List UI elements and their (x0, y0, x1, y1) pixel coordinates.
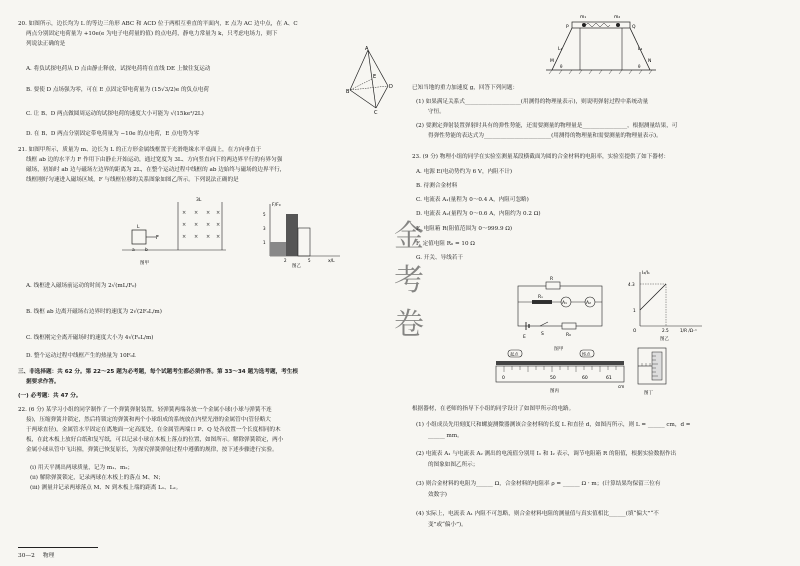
q23-equipment: A. 电源 E(电动势约为 6 V，内阻不计) (416, 169, 513, 175)
svg-text:×: × (182, 222, 187, 228)
force-bar (270, 242, 286, 256)
q22-cont-line: 得弹性势能的表达式为________________________(用测得的物理量和需要测量的物理量表示)。 (428, 133, 662, 139)
mass-label: m₁ (580, 15, 587, 20)
landing-point: N (648, 59, 652, 64)
circuit-diagram (510, 272, 614, 342)
y-axis-label: F/F₀ (272, 203, 281, 208)
svg-text:×: × (206, 234, 211, 240)
micrometer-figure (634, 344, 670, 400)
q22-line: 金属小球从管中飞出撞，弹簧已恢复原长，为探究弹簧弹射过程中遵循的规律，按下述步骤进行实验。 (26, 447, 278, 453)
magnetic-field-figure (118, 194, 228, 266)
stamp-char: 考 (394, 263, 424, 298)
ruler-tick: 61 (606, 376, 612, 381)
component-label: A₂ (586, 301, 591, 306)
port-label: P (566, 25, 569, 30)
tick-label: 2 (284, 258, 287, 263)
frame-vertex-label: b (145, 248, 148, 253)
vertex-label: D (389, 84, 393, 90)
resistor-box (546, 282, 560, 289)
vertex-label: B (346, 89, 350, 95)
tick-label: 5 (308, 258, 311, 263)
q21-line: 线框刚好匀速进入磁场区域，F 与线框位移的关系图象如图乙所示。下列说法正确的是 (26, 177, 239, 183)
q22-cont-line: (1) 如果满足关系式____________________(用测得的物理量表示)，则说明弹射过程中系统动量 (416, 99, 649, 105)
q23-cont-line: 的图象如图乙所示； (428, 462, 479, 468)
q22-step: (ii) 解除弹簧锁定，记录两球在木板上的落点 M、N； (30, 475, 164, 481)
q23-equipment: D. 电流表 A₂(量程为 0～0.6 A，内阻约为 0.2 Ω) (416, 211, 541, 217)
svg-text:×: × (182, 210, 187, 216)
q21-line: 21. 如图甲所示，质量为 m、边长为 L 的正方形金属线框置于光滑绝缘水平桌面上，在方向垂直于 (18, 147, 262, 153)
spring-tube-figure (546, 4, 656, 80)
tick-label: 1 (633, 308, 636, 313)
component-label: A₁ (562, 301, 567, 306)
svg-text:×: × (216, 222, 221, 228)
page-number: 30—2 (18, 553, 35, 559)
q22-cont-line: 已知当地的重力加速度 g，回答下列问题： (412, 85, 519, 91)
landing-point: M (550, 59, 554, 64)
figure-caption: 图丁 (644, 391, 653, 396)
required-heading: (一) 必考题：共 47 分。 (18, 393, 82, 399)
q23-cont-line: ______ mm。 (428, 433, 463, 439)
frame-vertex-label: a (132, 248, 135, 253)
q20-line: 列说法正确的是 (26, 41, 66, 47)
component-label: E (523, 335, 526, 340)
vertex-label: E (373, 74, 377, 80)
svg-text:×: × (206, 210, 211, 216)
page-footer (18, 550, 54, 559)
footer-rule (18, 547, 98, 548)
figure-caption: 图乙 (660, 337, 669, 342)
force-label: F (156, 235, 159, 241)
x-axis-label: 1/R /Ω⁻¹ (680, 328, 697, 333)
vertex-label: A (365, 46, 369, 52)
svg-text:×: × (194, 210, 199, 216)
tick-label: 5 (263, 212, 266, 217)
section-heading: 据要求作答。 (26, 379, 60, 385)
q22-line: 板，在此木板上放好白纸和复写纸，可以记录小球在木板上落点的位置，如图所示。解除弹簧锁定，两小 (26, 437, 284, 443)
force-bar (286, 214, 298, 256)
component-label: S (541, 332, 544, 337)
q23-equipment: B. 待测合金材料 (416, 183, 458, 189)
q20-option-a: A. 将负试探电荷从 D 点由静止释放，试探电荷将在直线 DE 上做往复运动 (26, 66, 211, 72)
figure-caption: 图甲 (554, 347, 564, 352)
q23-cont-line: 根据器材，在老师的指导下小组的同学设计了如图甲所示的电路。 (412, 406, 575, 412)
metal-tube (572, 22, 630, 28)
q23-equipment: G. 开关、导线若干 (416, 255, 463, 261)
tick-label: O (633, 328, 637, 333)
q23-equipment: F. 定值电阻 R₀ = 10 Ω (416, 241, 475, 247)
left-column (18, 0, 396, 566)
q20-option-b: B. 要使 D 点场强为零，可在 E 点固定带电荷量为 (15√3/2)e 的负点电荷 (26, 87, 209, 93)
tick-label: 1 (263, 240, 266, 245)
figure-caption: 图甲 (140, 261, 149, 266)
figure-caption: 图乙 (292, 264, 301, 268)
tick-label: 2.5 (662, 328, 669, 333)
angle-label: θ (560, 64, 563, 69)
q23-cont-line: (1) 小组成员先用刻度尺和螺旋测微器测该合金材料的长度 L 和直径 d，如图丙所示，则 L = ______ cm，d = (416, 422, 691, 428)
stamp-char: 卷 (394, 307, 424, 342)
section-heading: 三、非选择题：共 62 分。第 22～25 题为必考题，每个试题考生都必须作答。第 33～34 题为选考题，考生根 (18, 369, 298, 375)
x-axis-label: x/L (328, 259, 335, 264)
tick-label: 3 (263, 226, 266, 231)
y-axis-label: I₂/I₁ (642, 271, 650, 276)
component-label: Rₓ (538, 295, 544, 300)
q22-step: (i) 用天平测出两球质量，记为 m₁、m₂； (30, 465, 134, 471)
q21-option-d: D. 整个运动过程中线框产生的热量为 10F₀L (26, 353, 137, 359)
q20-option-d: D. 在 B、D 两点分别固定带电荷量为 −10e 的点电荷，E 点电势为零 (26, 131, 200, 137)
q21-line: 磁场，初始时 ab 边与磁场左边界的距离为 2L，在整个运动过程中线框的 ab 边始终与磁场的边界平行， (26, 167, 286, 173)
angle-label: θ (638, 64, 641, 69)
q23-line: 23. (9 分) 物理小组的同学在实验室测量某段横截面为圆的合金材料的电阻率，实验室提供了如下器材： (412, 154, 670, 160)
ruler-tick: 0 (502, 376, 505, 381)
q23-cont-line: 效数字) (428, 492, 447, 498)
component-label: R (550, 277, 554, 282)
q21-option-a: A. 线框进入磁场前运动的时间为 2√(mL/F₀) (26, 283, 137, 289)
q23-cont-line: 变”或“偏小”)。 (428, 522, 467, 528)
q20-option-c: C. 让 B、D 两点做圆周运动的试探电荷的速度大小可能为 √(15ke²/2L) (26, 111, 204, 117)
tick-label: 4.3 (628, 282, 635, 287)
mass-label: m₂ (614, 15, 621, 20)
q22-cont-line: (2) 要测定弹射装置弹射时具有的弹性势能，还需要测量的物理量是________________，根据测量结果，可 (416, 123, 678, 129)
force-bar (298, 228, 310, 256)
svg-text:×: × (216, 210, 221, 216)
q21-option-c: C. 线框刚完全离开磁场时的速度大小为 4√(F₀L/m) (26, 335, 154, 341)
micrometer-thimble (652, 352, 662, 380)
wire-frame (132, 230, 146, 244)
vertex-label: C (374, 110, 378, 114)
ruler-figure (488, 342, 628, 394)
q23-cont-line: (3) 则合金材料的电阻为______ Ω，合金材料的电阻率 ρ = ______ Ω · m；(计算结果均保留三位有 (416, 481, 661, 487)
alloy-wire (496, 361, 624, 365)
q21-option-b: B. 线框 ab 边离开磁场右边界时的速度为 2√(2F₀L/m) (26, 309, 162, 315)
svg-text:×: × (194, 234, 199, 240)
svg-text:×: × (182, 234, 187, 240)
current-ratio-graph (628, 266, 708, 342)
q22-line: 接)，压缩弹簧并锁定，然后将锁定的弹簧和两个小球组成的系统放在内壁光滑的金属管中(管径略大 (26, 417, 271, 423)
stamp-char: 金 (394, 219, 424, 254)
right-column (412, 0, 790, 566)
svg-text:×: × (216, 234, 221, 240)
length-label: L₂ (638, 47, 643, 52)
port-label: Q (632, 25, 636, 30)
q20-line: 20. 如图所示，边长均为 L 的等边三角形 ABC 和 ACD 位于两相互垂直的平面内，E 点为 AC 边中点，在 A、C (18, 21, 298, 27)
figure-caption: 图丙 (550, 389, 559, 394)
series-line (640, 284, 666, 310)
q23-equipment: E. 电阻箱 R(阻值范围为 0～999.9 Ω) (416, 226, 513, 232)
q20-line: 两点分别固定电荷量为 +10e(e 为电子电荷量的值) 的点电荷，静电力常量为 k，只考虑电场力，则下 (26, 31, 278, 37)
q22-line: 22. (6 分) 某学习小组的同学制作了一个弹簧弹射装置，轻弹簧两端各放一个金属小球(小球与弹簧不连 (18, 407, 272, 413)
resistor-box (562, 323, 576, 329)
q22-line: 于两球直径)，金属管水平固定在离地面一定高度处，在金属管两端口 P、Q 处各放置一个长度相同的木 (26, 427, 281, 433)
switch-icon (540, 322, 548, 326)
component-label: R₀ (566, 333, 571, 338)
ruler-marker: 起点 (510, 351, 519, 357)
ruler-tick: 50 (550, 376, 556, 381)
q22-step: (iii) 测量并记录两球落点 M、N 到木板上端的距离 L₁、L₂。 (30, 485, 182, 491)
svg-text:×: × (194, 222, 199, 228)
length-label: L₁ (558, 47, 563, 52)
tetrahedron-figure (346, 46, 394, 114)
subject-label: 物理 (42, 553, 55, 559)
q21-line: 线框 ab 边的水平力 F 作用下由静止开始运动，通过宽度为 3L、方向竖直向下的两边界平行的有界匀强 (26, 157, 283, 163)
frame-side-label: L (137, 225, 140, 230)
width-label: 3L (196, 198, 202, 203)
ruler-tick: 60 (582, 376, 588, 381)
svg-text:×: × (206, 222, 211, 228)
q22-cont-line: 守恒。 (428, 109, 445, 115)
ruler-unit: cm (618, 384, 625, 389)
q23-equipment: C. 电流表 A₁(量程为 0～0.4 A，内阻可忽略) (416, 197, 529, 203)
q23-cont-line: (4) 实际上，电流表 A₁ 内阻不可忽略，则合金材料电阻的测量值与真实值相比______(填“偏大”“不 (416, 511, 659, 517)
q23-cont-line: (2) 电流表 A₁ 与电流表 A₂ 测出的电流值分别用 I₁ 和 I₂ 表示，调节电阻箱 R 的阻值，根据实验数据作出 (416, 451, 677, 457)
force-displacement-graph (262, 200, 344, 268)
ruler-marker: 终点 (582, 351, 591, 357)
